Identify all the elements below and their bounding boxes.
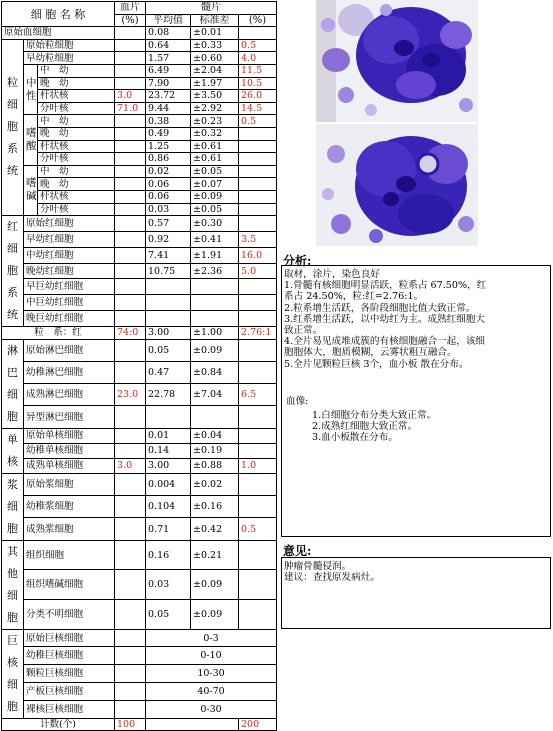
cell-mean: 0.03 [146,570,191,600]
cell-blood-pct [115,406,146,428]
cell-name: 分类不明细胞 [24,600,115,630]
table-row [2,600,277,630]
cell-sd: ±0.21 [191,540,239,570]
cell-marrow-pct [239,203,277,216]
cell-sd: ±1.00 [191,327,239,340]
group-mono: 单 核 [2,428,24,473]
cell-sd: ±0.02 [191,473,239,495]
text-line: 3.血小板散在分布。 [312,432,398,444]
cell-sd: ±3.50 [191,90,239,103]
header-marrow: 髓片 [146,2,277,15]
cell-marrow-pct: 0.5 [239,518,277,540]
cell-name: 成熟单核细胞 [24,458,115,473]
cell-marrow-pct [239,295,277,311]
table-row [2,203,277,216]
cell-range: 0-3 [146,629,277,647]
cell-mean: 0.16 [146,540,191,570]
cell-marrow-pct [239,153,277,166]
cell-sd: ±0.09 [191,339,239,361]
blood-picture-title: 血像: [286,396,309,407]
table-row [2,27,277,40]
cell-name: 分叶核 [38,102,115,115]
cell-sd: ±7.04 [191,384,239,406]
cell-name: 原始淋巴细胞 [24,339,115,361]
group-plasma: 浆 细 胞 [2,473,24,540]
cell-name: 晚幼红细胞 [24,263,115,279]
cell-blood-pct [115,127,146,140]
cell-name: 分叶核 [38,203,115,216]
table-row [2,311,277,327]
cell-mean: 0.02 [146,165,191,178]
cell-name: 中幼红细胞 [24,247,115,263]
cell-sd: ±0.42 [191,518,239,540]
cell-mean: 0.38 [146,115,191,128]
cell-marrow-pct [239,311,277,327]
cell-sd [191,406,239,428]
table-row [2,115,277,128]
table-row [2,263,277,279]
cell-blood-pct [115,190,146,203]
cell-mean: 10.75 [146,263,191,279]
cell-marrow-pct: 1.0 [239,458,277,473]
cell-mean [146,406,191,428]
cell-mean: 0.57 [146,216,191,232]
micrograph-bottom [316,124,478,246]
cell-name: 早巨幼红细胞 [24,279,115,295]
cell-marrow-pct [239,600,277,630]
cell-mean: 0.86 [146,153,191,166]
text-line: 系占 24.50%，粒:红=2.76:1。 [284,291,424,303]
cell-name: 成熟浆细胞 [24,518,115,540]
text-line: 2.粒系增生活跃，各阶段细胞比值大致正常。 [284,302,476,314]
cell-name: 原始浆细胞 [24,473,115,495]
cell-mean: 0.004 [146,473,191,495]
cell-blood-pct [115,647,146,665]
table-row [2,64,277,77]
subgroup-neutrophil: 中 性 [24,64,38,114]
blood-picture-text [312,410,436,444]
cell-marrow-pct [239,473,277,495]
cell-blood-pct [115,473,146,495]
cell-mean: 23.72 [146,90,191,103]
cell-blood-pct [115,153,146,166]
cell-blood-pct [115,216,146,232]
cell-blood-pct [115,77,146,90]
cell-mean: 0.01 [146,428,191,443]
micrograph-top-image [316,0,478,122]
opinion-text [284,561,380,583]
text-line: 建议：查找原发病灶。 [284,572,380,584]
text-line: 取材，涂片，染色良好 [284,269,380,280]
cell-blood-pct [115,64,146,77]
count-marrow: 200 [239,718,277,731]
cell-marrow-pct: 4.0 [239,52,277,65]
cell-blood-pct [115,231,146,247]
cell-blood-pct [115,52,146,65]
table-row [2,52,277,65]
table-row [2,90,277,103]
cell-marrow-pct [239,178,277,191]
subgroup-eosinophil: 嗜 酸 [24,115,38,165]
cell-marrow-pct: 14.5 [239,102,277,115]
cell-marrow-pct [239,140,277,153]
cell-marrow-pct [239,339,277,361]
table-row [2,140,277,153]
group-other: 其 他 细 胞 [2,540,24,629]
cell-name: 粒 系：红 [2,327,115,340]
cell-name: 幼稚巨核细胞 [24,647,115,665]
table-row [2,127,277,140]
table-row [2,339,277,361]
cell-mean: 6.49 [146,64,191,77]
cell-name: 成熟淋巴细胞 [24,384,115,406]
table-row [2,39,277,52]
cell-blood-pct [115,443,146,458]
cell-sd [191,295,239,311]
cell-marrow-pct [239,428,277,443]
cell-marrow-pct [239,496,277,518]
text-line: 胞胞体大，胞质模糊，云雾状粗互融合。 [284,347,457,359]
cell-mean: 3.00 [146,327,191,340]
table-row [2,570,277,600]
cell-blood-pct: 3.0 [115,458,146,473]
table-row [2,178,277,191]
cell-marrow-pct: 3.5 [239,231,277,247]
cell-blood-pct [115,700,146,718]
cell-name: 原始巨核细胞 [24,629,115,647]
cell-blood-pct [115,295,146,311]
table-row [2,629,277,647]
cell-sd: ±1.97 [191,77,239,90]
cell-sd: ±0.32 [191,127,239,140]
table-row [2,165,277,178]
cell-blood-pct [115,518,146,540]
table-row [2,153,277,166]
analysis-title: 分析: [283,254,312,268]
count-row [2,718,277,731]
text-line: 3.红系增生活跃，以中幼红为主。成熟红细胞大 [284,313,486,325]
cell-sd: ±0.61 [191,140,239,153]
cell-sd: ±0.01 [191,27,239,40]
table-row [2,540,277,570]
cell-name: 幼稚浆细胞 [24,496,115,518]
cell-blood-pct: 3.0 [115,90,146,103]
cell-name: 幼稚单核细胞 [24,443,115,458]
cell-marrow-pct [239,27,277,40]
cell-blood-pct [115,629,146,647]
cell-blood-pct: 23.0 [115,384,146,406]
cell-name: 晚 幼 [38,178,115,191]
cell-blood-pct [115,496,146,518]
cell-sd: ±0.07 [191,178,239,191]
cell-sd [191,311,239,327]
cell-mean: 0.05 [146,600,191,630]
cell-mean: 22.78 [146,384,191,406]
micrograph-bottom-image [316,124,478,246]
cell-mean: 0.05 [146,339,191,361]
header-marrow-pct: (%) [239,14,277,27]
cell-sd [191,279,239,295]
text-line: 4.全片易见成堆成簇的有核细胞融合一起，该细 [284,336,486,348]
cell-name: 晚 幼 [38,127,115,140]
cell-sd: ±0.04 [191,428,239,443]
text-line: 5.全片见颗粒巨核 3个，血小板 散在分布。 [284,358,469,370]
text-line: 2.成熟红细胞大致正常。 [312,421,418,433]
cell-sd: ±0.05 [191,203,239,216]
cell-blood-pct [115,311,146,327]
table-row [2,406,277,428]
cell-mean: 7.41 [146,247,191,263]
table-row [2,518,277,540]
header-mean: 平均值 [146,14,191,27]
cell-blood-pct [115,39,146,52]
cell-marrow-pct [239,406,277,428]
cell-name: 早幼红细胞 [24,231,115,247]
cell-mean: 0.14 [146,443,191,458]
cell-blood-pct [115,178,146,191]
cell-mean: 0.64 [146,39,191,52]
cell-blood-pct [115,263,146,279]
cell-mean: 0.92 [146,231,191,247]
table-row [2,190,277,203]
table-row [2,683,277,701]
cell-marrow-pct: 2.76:1 [239,327,277,340]
cell-name: 幼稚淋巴细胞 [24,361,115,383]
cell-blood-pct [115,165,146,178]
cell-sd: ±0.09 [191,570,239,600]
cell-marrow-pct [239,570,277,600]
cell-sd: ±0.61 [191,153,239,166]
text-line: 致正常。 [284,325,323,337]
opinion-panel [281,557,551,629]
cell-name: 原始红细胞 [24,216,115,232]
cell-mean: 7.90 [146,77,191,90]
cell-marrow-pct: 26.0 [239,90,277,103]
group-lympho: 淋 巴 细 胞 [2,339,24,428]
cell-sd: ±2.92 [191,102,239,115]
cell-name: 早幼粒细胞 [24,52,115,65]
cell-marrow-pct [239,127,277,140]
cell-sd: ±0.88 [191,458,239,473]
analysis-text [284,269,486,370]
cell-sd: ±0.30 [191,216,239,232]
cell-sd: ±0.05 [191,165,239,178]
cell-mean: 1.25 [146,140,191,153]
cell-name: 分叶核 [38,153,115,166]
text-line: 1.白细胞分布分类大致正常。 [312,410,437,421]
table-row [2,473,277,495]
text-line: 肿瘤骨髓侵润。 [284,561,352,572]
cell-name: 原始粒细胞 [24,39,115,52]
cell-marrow-pct [239,216,277,232]
cell-marrow-pct: 16.0 [239,247,277,263]
table-row [2,102,277,115]
table-row [2,247,277,263]
cell-blood-pct [115,428,146,443]
cell-marrow-pct [239,165,277,178]
cell-range: 0-30 [146,700,277,718]
count-label: 计数(个) [2,718,115,731]
cell-blood-pct: 74:0 [115,327,146,340]
cell-empty [146,718,239,731]
cell-blood-pct [115,115,146,128]
text-line: 1.骨髓有核细胞明显活跃，粒系占 67.50%，红 [284,280,487,292]
cell-blood-pct [115,279,146,295]
cell-marrow-pct [239,190,277,203]
cell-marrow-pct: 11.5 [239,64,277,77]
cell-name: 颗粒巨核细胞 [24,665,115,683]
cell-blood-pct [115,665,146,683]
group-mega: 巨 核 细 胞 [2,629,24,718]
cell-name: 晚巨幼红细胞 [24,311,115,327]
cell-name: 原始血细胞 [2,27,115,40]
analysis-panel [281,265,551,537]
header-cell-name: 细 胞 名 称 [2,2,115,27]
cell-sd: ±0.84 [191,361,239,383]
cell-name: 异型淋巴细胞 [24,406,115,428]
cell-mean [146,295,191,311]
micrograph-top [316,0,478,122]
table-row [2,384,277,406]
cell-sd: ±1.91 [191,247,239,263]
cell-mean: 0.71 [146,518,191,540]
cell-blood-pct [115,339,146,361]
cell-marrow-pct [239,361,277,383]
cell-mean: 0.08 [146,27,191,40]
cell-blood-pct [115,27,146,40]
cell-blood-pct [115,540,146,570]
count-blood: 100 [115,718,146,731]
header-blood: 血片 [115,2,146,15]
cell-range: 10-30 [146,665,277,683]
cell-blood-pct: 71.0 [115,102,146,115]
table-row [2,295,277,311]
table-row [2,279,277,295]
cell-marrow-pct: 6.5 [239,384,277,406]
table-row [2,428,277,443]
cell-mean: 0.104 [146,496,191,518]
cell-marrow-pct [239,540,277,570]
cell-mean [146,279,191,295]
cell-name: 组织细胞 [24,540,115,570]
cell-range: 0-10 [146,647,277,665]
cell-name: 中巨幼红细胞 [24,295,115,311]
table-row [2,496,277,518]
cell-mean: 0.49 [146,127,191,140]
cell-sd: ±0.09 [191,600,239,630]
cell-name: 产板巨核细胞 [24,683,115,701]
cell-name: 组织嗜碱细胞 [24,570,115,600]
table-row [2,647,277,665]
header-sd: 标准差 [191,14,239,27]
cell-marrow-pct: 10.5 [239,77,277,90]
table-row [2,327,277,340]
cell-blood-pct [115,600,146,630]
table-row [2,231,277,247]
group-erythro: 红 细 胞 系 统 [2,216,24,327]
cell-mean: 0.06 [146,178,191,191]
cell-sd: ±0.19 [191,443,239,458]
cell-marrow-pct: 5.0 [239,263,277,279]
cell-marrow-pct: 0.5 [239,115,277,128]
table-row [2,361,277,383]
cell-name: 中 幼 [38,115,115,128]
cell-mean: 0.03 [146,203,191,216]
table-row [2,77,277,90]
cell-sd: ±0.41 [191,231,239,247]
header-blood-pct: (%) [115,14,146,27]
cell-sd: ±2.04 [191,64,239,77]
cell-sd: ±0.09 [191,190,239,203]
cell-name: 原始单核细胞 [24,428,115,443]
cell-name: 中 幼 [38,165,115,178]
cell-sd: ±0.33 [191,39,239,52]
table-row [2,665,277,683]
cell-mean: 9.44 [146,102,191,115]
cell-blood-pct [115,247,146,263]
table-row [2,458,277,473]
table-row [2,216,277,232]
opinion-title: 意见: [283,544,312,558]
table-row [2,443,277,458]
cell-sd: ±0.60 [191,52,239,65]
cell-marrow-pct: 0.5 [239,39,277,52]
cell-marrow-pct [239,443,277,458]
group-granulocyte: 粒 细 胞 系 统 [2,39,24,215]
cell-name: 杆状核 [38,140,115,153]
cell-name: 杆状核 [38,90,115,103]
cell-marrow-pct [239,279,277,295]
subgroup-basophil: 嗜 碱 [24,165,38,215]
cell-name: 中 幼 [38,64,115,77]
cell-blood-pct [115,683,146,701]
cell-mean: 0.06 [146,190,191,203]
cell-mean: 3.00 [146,458,191,473]
cell-name: 裸核巨核细胞 [24,700,115,718]
cell-name: 杆状核 [38,190,115,203]
cell-blood-pct [115,203,146,216]
cell-sd: ±2.36 [191,263,239,279]
cell-mean: 1.57 [146,52,191,65]
cell-range: 40-70 [146,683,277,701]
bone-marrow-table [1,1,277,731]
cell-mean: 0.47 [146,361,191,383]
cell-name: 晚 幼 [38,77,115,90]
cell-sd: ±0.23 [191,115,239,128]
cell-blood-pct [115,570,146,600]
cell-mean [146,311,191,327]
cell-blood-pct [115,361,146,383]
table-row [2,700,277,718]
cell-blood-pct [115,140,146,153]
cell-sd: ±0.16 [191,496,239,518]
